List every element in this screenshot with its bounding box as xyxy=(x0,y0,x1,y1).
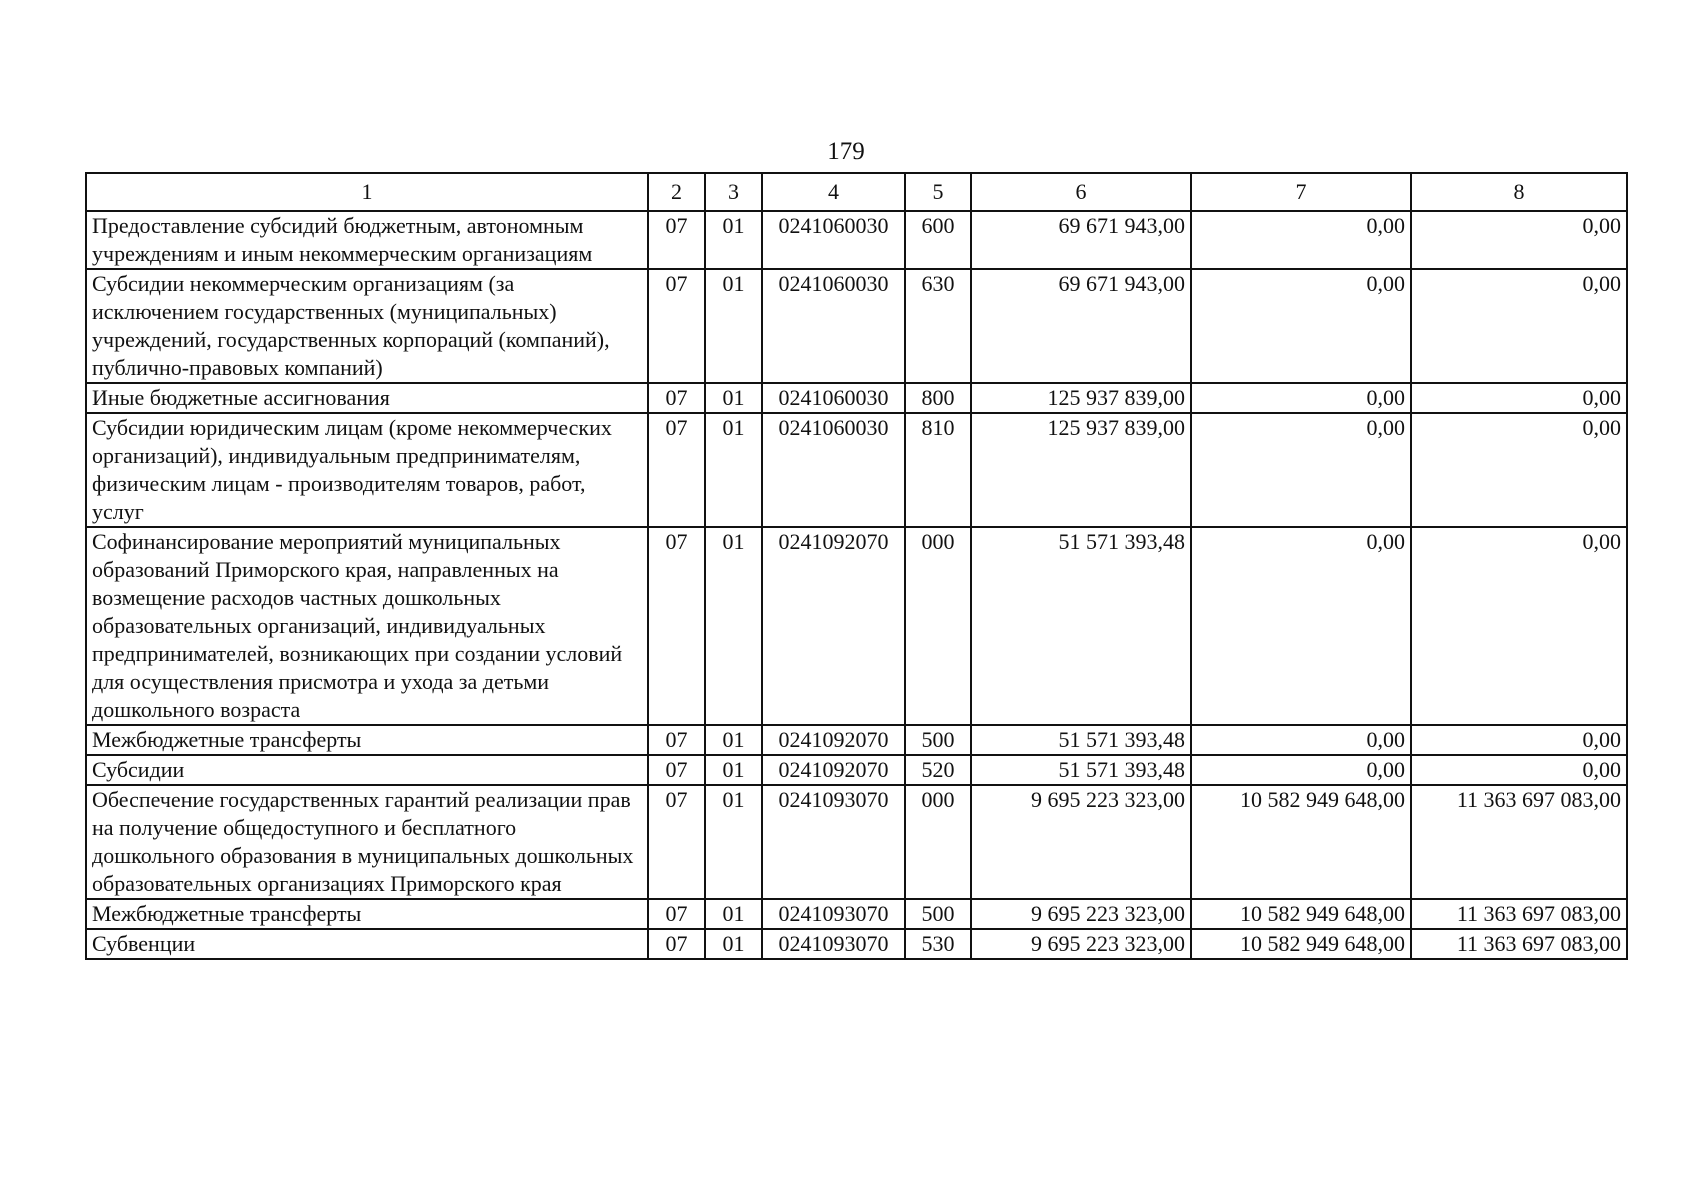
header-cell: 6 xyxy=(971,173,1191,211)
table-row xyxy=(86,755,1627,785)
amount-col-6: 51 571 393,48 xyxy=(971,755,1191,785)
amount-col-7: 10 582 949 648,00 xyxy=(1191,785,1411,899)
target-article-code: 0241093070 xyxy=(762,929,905,959)
amount-col-6: 9 695 223 323,00 xyxy=(971,929,1191,959)
subsection-code: 01 xyxy=(705,785,762,899)
expense-type-code: 600 xyxy=(905,211,971,269)
expense-type-code: 530 xyxy=(905,929,971,959)
subsection-code: 01 xyxy=(705,527,762,725)
table-row xyxy=(86,269,1627,383)
item-name: Предоставление субсидий бюджетным, автономным учреждениям и иным некоммерческим организациям xyxy=(86,211,648,269)
amount-col-8: 0,00 xyxy=(1411,725,1627,755)
header-cell: 8 xyxy=(1411,173,1627,211)
subsection-code: 01 xyxy=(705,211,762,269)
amount-col-8: 0,00 xyxy=(1411,211,1627,269)
item-name: Субсидии некоммерческим организациям (за исключением государственных (муниципальных) учреждений, государственных корпораций (компаний), публично-правовых компаний) xyxy=(86,269,648,383)
target-article-code: 0241092070 xyxy=(762,527,905,725)
table-row xyxy=(86,929,1627,959)
amount-col-8: 0,00 xyxy=(1411,413,1627,527)
expense-type-code: 500 xyxy=(905,899,971,929)
amount-col-8: 0,00 xyxy=(1411,383,1627,413)
amount-col-6: 51 571 393,48 xyxy=(971,725,1191,755)
amount-col-8: 11 363 697 083,00 xyxy=(1411,929,1627,959)
expense-type-code: 810 xyxy=(905,413,971,527)
header-cell: 3 xyxy=(705,173,762,211)
subsection-code: 01 xyxy=(705,899,762,929)
amount-col-7: 0,00 xyxy=(1191,755,1411,785)
subsection-code: 01 xyxy=(705,269,762,383)
page-number: 179 xyxy=(827,138,865,165)
section-code: 07 xyxy=(648,211,705,269)
header-cell: 1 xyxy=(86,173,648,211)
table-row xyxy=(86,527,1627,725)
expense-type-code: 000 xyxy=(905,785,971,899)
item-name: Межбюджетные трансферты xyxy=(86,725,648,755)
subsection-code: 01 xyxy=(705,413,762,527)
item-name: Обеспечение государственных гарантий реализации прав на получение общедоступного и бесплатного дошкольного образования в муниципальных дошкольных образовательных организациях Приморского края xyxy=(86,785,648,899)
section-code: 07 xyxy=(648,929,705,959)
amount-col-7: 0,00 xyxy=(1191,413,1411,527)
section-code: 07 xyxy=(648,413,705,527)
table-row xyxy=(86,383,1627,413)
item-name: Субсидии xyxy=(86,755,648,785)
item-name: Межбюджетные трансферты xyxy=(86,899,648,929)
section-code: 07 xyxy=(648,755,705,785)
amount-col-8: 11 363 697 083,00 xyxy=(1411,899,1627,929)
amount-col-6: 9 695 223 323,00 xyxy=(971,899,1191,929)
subsection-code: 01 xyxy=(705,755,762,785)
amount-col-6: 69 671 943,00 xyxy=(971,269,1191,383)
section-code: 07 xyxy=(648,269,705,383)
target-article-code: 0241093070 xyxy=(762,785,905,899)
section-code: 07 xyxy=(648,899,705,929)
amount-col-6: 69 671 943,00 xyxy=(971,211,1191,269)
target-article-code: 0241093070 xyxy=(762,899,905,929)
table-row xyxy=(86,899,1627,929)
section-code: 07 xyxy=(648,383,705,413)
target-article-code: 0241060030 xyxy=(762,413,905,527)
expense-type-code: 500 xyxy=(905,725,971,755)
table-row xyxy=(86,725,1627,755)
amount-col-6: 125 937 839,00 xyxy=(971,413,1191,527)
amount-col-6: 125 937 839,00 xyxy=(971,383,1191,413)
amount-col-7: 0,00 xyxy=(1191,269,1411,383)
amount-col-8: 11 363 697 083,00 xyxy=(1411,785,1627,899)
table-row xyxy=(86,413,1627,527)
amount-col-7: 0,00 xyxy=(1191,383,1411,413)
expense-type-code: 520 xyxy=(905,755,971,785)
amount-col-7: 0,00 xyxy=(1191,211,1411,269)
header-cell: 5 xyxy=(905,173,971,211)
subsection-code: 01 xyxy=(705,383,762,413)
target-article-code: 0241060030 xyxy=(762,269,905,383)
target-article-code: 0241092070 xyxy=(762,755,905,785)
section-code: 07 xyxy=(648,527,705,725)
amount-col-7: 10 582 949 648,00 xyxy=(1191,929,1411,959)
target-article-code: 0241060030 xyxy=(762,211,905,269)
amount-col-8: 0,00 xyxy=(1411,527,1627,725)
budget-table xyxy=(85,172,1628,960)
header-cell: 4 xyxy=(762,173,905,211)
section-code: 07 xyxy=(648,785,705,899)
amount-col-6: 51 571 393,48 xyxy=(971,527,1191,725)
amount-col-7: 0,00 xyxy=(1191,725,1411,755)
table-row xyxy=(86,785,1627,899)
header-cell: 7 xyxy=(1191,173,1411,211)
item-name: Субвенции xyxy=(86,929,648,959)
target-article-code: 0241092070 xyxy=(762,725,905,755)
amount-col-6: 9 695 223 323,00 xyxy=(971,785,1191,899)
amount-col-8: 0,00 xyxy=(1411,269,1627,383)
subsection-code: 01 xyxy=(705,725,762,755)
expense-type-code: 800 xyxy=(905,383,971,413)
table-row xyxy=(86,211,1627,269)
header-row xyxy=(86,173,1627,211)
amount-col-7: 0,00 xyxy=(1191,527,1411,725)
section-code: 07 xyxy=(648,725,705,755)
target-article-code: 0241060030 xyxy=(762,383,905,413)
subsection-code: 01 xyxy=(705,929,762,959)
header-cell: 2 xyxy=(648,173,705,211)
amount-col-7: 10 582 949 648,00 xyxy=(1191,899,1411,929)
item-name: Софинансирование мероприятий муниципальных образований Приморского края, направленных на возмещение расходов частных дошкольных образовательных организаций, индивидуальных предпринимателей, возникающих при создании условий для осуществления присмотра и ухода за детьми дошкольного возраста xyxy=(86,527,648,725)
expense-type-code: 000 xyxy=(905,527,971,725)
item-name: Иные бюджетные ассигнования xyxy=(86,383,648,413)
item-name: Субсидии юридическим лицам (кроме некоммерческих организаций), индивидуальным предпринимателям, физическим лицам - производителям товаров, работ, услуг xyxy=(86,413,648,527)
expense-type-code: 630 xyxy=(905,269,971,383)
amount-col-8: 0,00 xyxy=(1411,755,1627,785)
